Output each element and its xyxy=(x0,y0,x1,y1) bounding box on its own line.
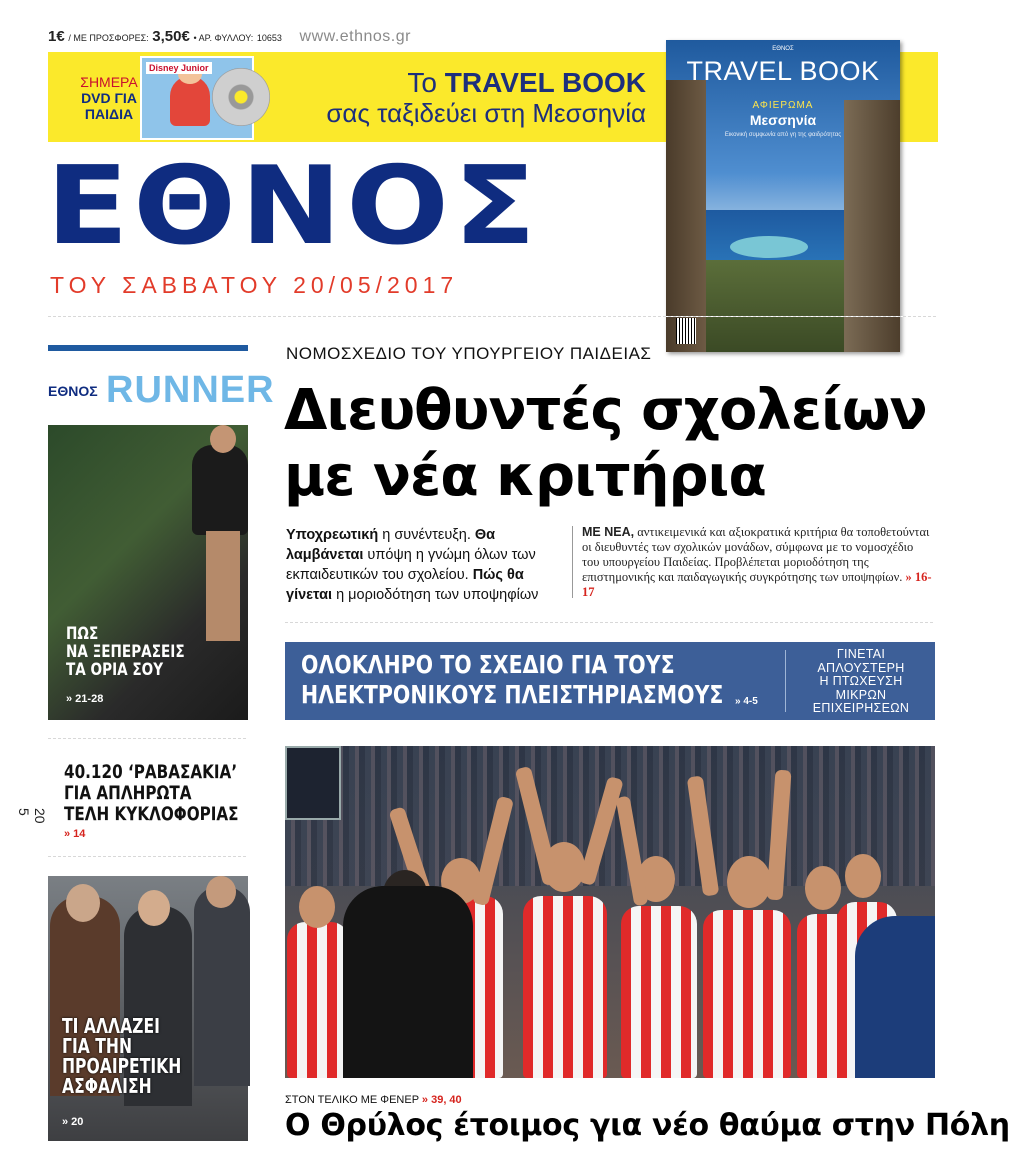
divider xyxy=(48,856,248,857)
website-link[interactable]: www.ethnos.gr xyxy=(299,28,411,45)
auction-pages: » 4-5 xyxy=(735,696,758,707)
sport-kicker: ΣΤΟΝ ΤΕΛΙΚΟ ΜΕ ΦΕΝΕΡ » 39, 40 xyxy=(285,1094,462,1106)
offers-price: 3,50€ xyxy=(152,28,190,45)
bankruptcy-teaser: ΓΙΝΕΤΑΙ ΑΠΛΟΥΣΤΕΡΗ Η ΠΤΩΧΕΥΣΗ ΜΙΚΡΩΝ ΕΠΙΧΕΙΡΗΣΕΩΝ xyxy=(812,647,910,715)
lead-summary: Υποχρεωτική η συνέντευξη. Θα λαμβάνεται υπόψη η γνώμη όλων των εκπαιδευτικών του σχολείου. Πώς θα γίνεται η μοριοδότηση των υποψηφίων xyxy=(286,527,539,603)
coach-figure xyxy=(343,886,473,1078)
traffic-fees-teaser[interactable]: 40.120 ‘ΡΑΒΑΣΑΚΙΑ’ ΓΙΑ ΑΠΛΗΡΩΤΑ ΤΕΛΗ ΚΥΚΛΟΦΟΡΙΑΣ xyxy=(64,761,239,825)
runner-pages: » 21-28 xyxy=(66,693,104,705)
magazine-region: Μεσσηνία xyxy=(749,112,817,128)
insurance-caption: ΤΙ ΑΛΛΑΖΕΙ ΓΙΑ ΤΗΝ ΠΡΟΑΙΡΕΤΙΚΗ ΑΣΦΑΛΙΣΗ xyxy=(62,1014,182,1098)
travel-title: TRAVEL BOOK xyxy=(444,67,646,98)
travel-book-promo xyxy=(316,68,646,128)
sport-photo[interactable] xyxy=(285,746,935,1078)
dvd-cover-image xyxy=(140,56,254,140)
auction-banner[interactable] xyxy=(285,642,935,720)
traffic-fees-pages: » 14 xyxy=(64,828,86,840)
today-label: ΣΗΜΕΡΑ xyxy=(80,74,138,90)
issue-date: ΤΟΥ ΣΑΒΒΑΤΟΥ 20/05/2017 xyxy=(50,272,459,298)
divider xyxy=(48,316,938,317)
magazine-subtitle: Εικονική συμφωνία από γη της φαιδρότητας xyxy=(724,132,842,138)
runner-caption: ΠΩΣ ΝΑ ΞΕΠΕΡΑΣΕΙΣ ΤΑ ΟΡΙΑ ΣΟΥ xyxy=(66,624,185,680)
lead-pages: » 16-17 xyxy=(582,570,932,599)
barcode-icon xyxy=(676,318,696,344)
dvd-logo: Disney Junior xyxy=(146,62,212,74)
issue-number: 10653 xyxy=(256,33,282,43)
magazine-ribbon: ΕΘΝΟΣ xyxy=(772,46,794,52)
divider xyxy=(48,738,248,739)
lead-kicker: ΝΟΜΟΣΧΕΔΙΟ ΤΟΥ ΥΠΟΥΡΓΕΙΟΥ ΠΑΙΔΕΙΑΣ xyxy=(286,344,652,363)
sport-headline[interactable]: Ο Θρύλος έτοιμος για νέο θαύμα στην Πόλη xyxy=(285,1108,1010,1143)
magazine-kicker: ΑΦΙΕΡΩΜΑ xyxy=(752,100,814,111)
newspaper-logo: ΕΘΝΟΣ xyxy=(46,144,541,269)
runner-title: RUNNER xyxy=(106,369,275,411)
runner-brand: ΕΘΝΟΣ xyxy=(48,383,98,399)
lead-headline[interactable]: Διευθυντές σχολείων με νέα κριτήρια xyxy=(284,378,927,509)
dvd-label-1: DVD ΓΙΑ xyxy=(81,90,137,106)
magazine-title: TRAVEL BOOK xyxy=(686,56,880,86)
travel-prefix: Το xyxy=(407,67,438,98)
runner-supplement-teaser[interactable] xyxy=(48,345,275,720)
cover-price: 1€ xyxy=(48,28,65,45)
offers-label: ΜΕ ΠΡΟΣΦΟΡΕΣ: xyxy=(73,33,149,43)
dvd-disc-icon xyxy=(212,68,270,126)
margin-date: 20 5 xyxy=(16,808,48,824)
dvd-label-2: ΠΑΙΔΙΑ xyxy=(84,106,134,122)
price-line: 1€ / ΜΕ ΠΡΟΣΦΟΡΕΣ: 3,50€ • ΑΡ. ΦΥΛΛΟΥ: 10653 www.ethnos.gr xyxy=(48,28,411,45)
column-divider xyxy=(572,526,573,598)
travel-subtitle: σας ταξιδεύει στη Μεσσηνία xyxy=(326,98,646,128)
auction-headline: ΟΛΟΚΛΗΡΟ ΤΟ ΣΧΕΔΙΟ ΓΙΑ ΤΟΥΣ ΗΛΕΚΤΡΟΝΙΚΟΥΣ ΠΛΕΙΣΤΗΡΙΑΣΜΟΥΣ xyxy=(301,650,724,709)
divider xyxy=(285,622,935,623)
arena-screen xyxy=(285,746,341,820)
lead-body: ΜΕ ΝΕΑ, αντικειμενικά και αξιοκρατικά κριτήρια θα τοποθετούνται οι διευθυντές των σχολικών μονάδων, σύμφωνα με το νομοσχέδιο του υπουργείου Παιδείας. Προβλέπεται μοριοδότηση της επιστημονικής και παιδαγωγικής συγκρότησης των υποψηφίων. » 16-17 xyxy=(582,525,932,599)
insurance-teaser[interactable] xyxy=(48,876,248,1141)
travel-book-cover xyxy=(666,40,900,352)
issue-label: ΑΡ. ΦΥΛΛΟΥ: xyxy=(198,33,254,43)
insurance-pages: » 20 xyxy=(62,1116,84,1128)
